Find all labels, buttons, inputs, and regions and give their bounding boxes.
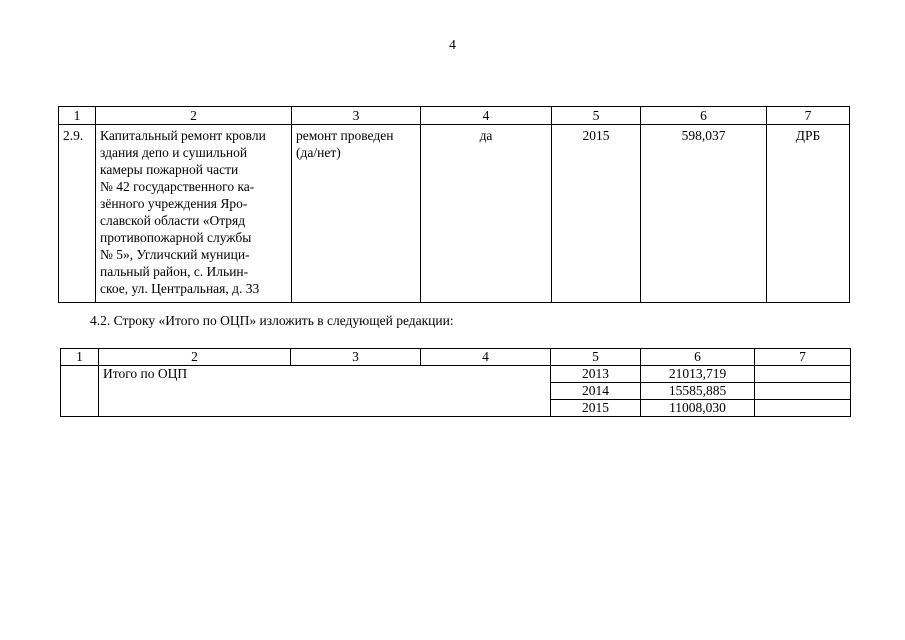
table-row	[61, 366, 851, 383]
header-cell: 1	[61, 349, 99, 366]
total-label: Итого по ОЦП	[99, 366, 551, 417]
year-cell: 2013	[551, 366, 641, 383]
header-cell: 2	[99, 349, 291, 366]
source-cell: ДРБ	[767, 125, 850, 303]
header-cell: 4	[421, 349, 551, 366]
measure-description: Капитальный ремонт кровли здания депо и сушильной камеры пожарной части № 42 государственного ка- зённого учреждения Яро- славской области «Отряд противопожарной службы № 5», Угличский муници- пальный район, с. Ильин- ское, ул. Центральная, д. 33	[96, 125, 292, 303]
amount-cell: 15585,885	[641, 383, 755, 400]
program-table	[58, 106, 850, 303]
source-cell	[755, 366, 851, 383]
row-number: 2.9.	[59, 125, 96, 303]
source-cell	[755, 400, 851, 417]
source-cell	[755, 383, 851, 400]
empty-number-cell	[61, 366, 99, 417]
year-cell: 2015	[551, 400, 641, 417]
year-cell: 2014	[551, 383, 641, 400]
table-header-row	[59, 107, 850, 125]
total-table	[60, 348, 851, 417]
header-cell: 7	[755, 349, 851, 366]
header-cell: 4	[421, 107, 552, 125]
year-cell: 2015	[552, 125, 641, 303]
amount-cell: 21013,719	[641, 366, 755, 383]
indicator-value: да	[421, 125, 552, 303]
header-cell: 1	[59, 107, 96, 125]
header-cell: 6	[641, 349, 755, 366]
table-row	[59, 125, 850, 303]
header-cell: 7	[767, 107, 850, 125]
header-cell: 5	[551, 349, 641, 366]
amount-cell: 11008,030	[641, 400, 755, 417]
header-cell: 2	[96, 107, 292, 125]
header-cell: 3	[291, 349, 421, 366]
table-header-row	[61, 349, 851, 366]
page-number: 4	[449, 37, 456, 52]
indicator-cell: ремонт проведен (да/нет)	[292, 125, 421, 303]
header-cell: 5	[552, 107, 641, 125]
amendment-paragraph: 4.2. Строку «Итого по ОЦП» изложить в следующей редакции:	[90, 313, 454, 328]
header-cell: 6	[641, 107, 767, 125]
header-cell: 3	[292, 107, 421, 125]
amount-cell: 598,037	[641, 125, 767, 303]
